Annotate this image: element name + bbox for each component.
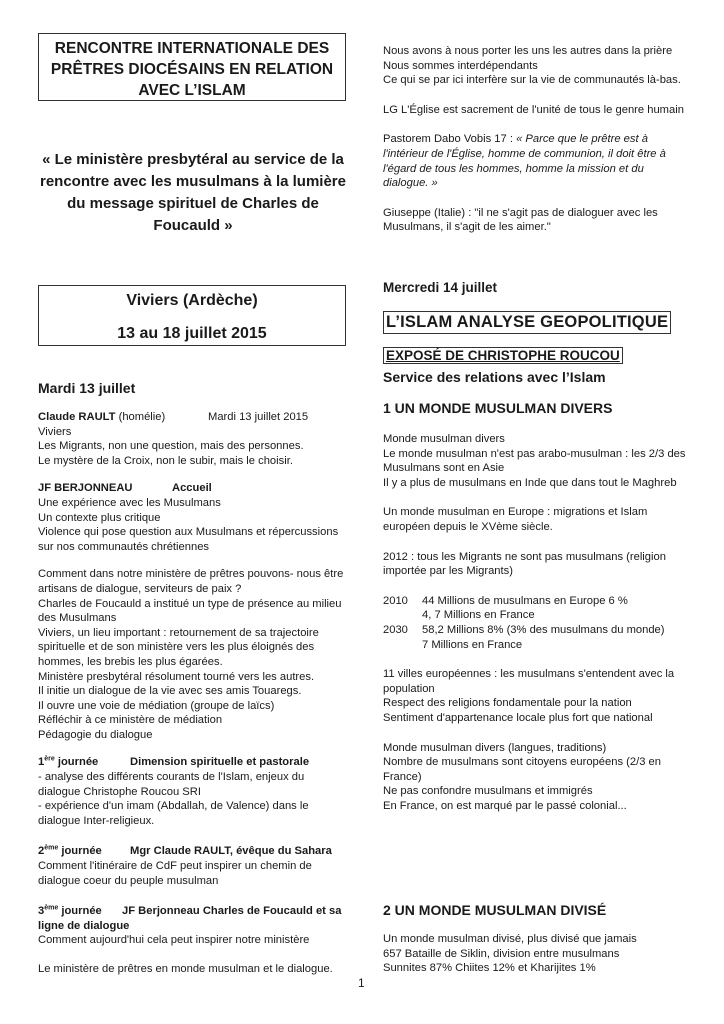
stat-line: 44 Millions de musulmans en Europe 6 %	[422, 594, 628, 607]
stat-line: 58,2 Millions 8% (3% des musulmans du monde)	[422, 623, 665, 636]
berjonneau-welcome	[38, 481, 348, 554]
rault-homily	[38, 410, 348, 468]
text-line: Il ouvre une voie de médiation (groupe de laïcs)	[38, 699, 275, 712]
document-title: RENCONTRE INTERNATIONALE DES PRÊTRES DIOCÉSAINS EN RELATION AVEC L’ISLAM	[50, 40, 334, 99]
text-line: 657 Bataille de Siklin, division entre musulmans	[383, 947, 620, 960]
text-line: Violence qui pose question aux Musulmans et répercussions sur nos communautés chrétiennes	[38, 526, 339, 553]
page-number: 1	[358, 976, 365, 990]
right-intro	[383, 44, 688, 250]
day-word: journée	[58, 845, 102, 858]
section-1-heading: 1 UN MONDE MUSULMAN DIVERS	[383, 400, 613, 416]
service-subtitle: Service des relations avec l’Islam	[383, 369, 606, 385]
text-line: Sunnites 87% Chiites 12% et Kharijites 1%	[383, 962, 596, 975]
section-2-body	[383, 932, 688, 976]
text-line: Réfléchir à ce ministère de médiation	[38, 714, 223, 727]
text-line: Ne pas confondre musulmans et immigrés	[383, 785, 593, 798]
stat-year: 2010	[383, 594, 408, 607]
text-paragraph: 2012 : tous les Migrants ne sont pas musulmans (religion importée par les Migrants)	[383, 550, 666, 578]
day-number: 2	[38, 845, 45, 858]
text-line: Le monde musulman n'est pas arabo-musulman : les 2/3 des Musulmans sont en Asie	[383, 447, 686, 475]
day-ordinal: ème	[44, 844, 59, 852]
text-paragraph: Un monde musulman en Europe : migrations et Islam européen depuis le XVème siècle.	[383, 506, 648, 533]
text-line: Charles de Foucauld a institué un type de présence au milieu des Musulmans	[38, 597, 342, 625]
statistics-table	[383, 594, 693, 652]
stat-row	[383, 623, 693, 652]
quote-text: « Parce que le prêtre est à l'intérieur de l'Église, homme de communion, il doit être à l'égard de tous les hommes, homme la mission et du dialogue. »	[383, 133, 666, 190]
text-line: Les Migrants, non une question, mais des personnes.	[38, 440, 304, 453]
day-number: 3	[38, 905, 45, 918]
dates: 13 au 18 juillet 2015	[117, 325, 267, 342]
text-line: Un contexte plus critique	[38, 511, 161, 524]
left-column	[38, 33, 348, 977]
giuseppe-quote: Giuseppe (Italie) : "il ne s'agit pas de dialoguer avec les Musulmans, il s'agit de les aimer."	[383, 206, 658, 234]
expose-title: EXPOSÉ DE CHRISTOPHE ROUCOU	[383, 347, 623, 364]
text-line: Le mystère de la Croix, non le subir, mais le choisir.	[38, 454, 293, 467]
document-title-box	[38, 33, 346, 101]
day-2-program	[38, 844, 348, 888]
day-1-program	[38, 755, 348, 828]
pastorem-quote	[383, 132, 688, 190]
text-line: Ministère presbytéral résolument tourné vers les autres.	[38, 670, 315, 683]
speaker-name: JF BERJONNEAU	[38, 482, 133, 495]
text-line: Monde musulman divers	[383, 433, 505, 445]
text-line: Il y a plus de musulmans en Inde que dans tout le Maghreb	[383, 476, 677, 489]
text-line: Pédagogie du dialogue	[38, 728, 153, 741]
text-line: - expérience d'un imam (Abdallah, de Valence) dans le dialogue Inter-religieux.	[38, 800, 309, 827]
day-3-program	[38, 904, 348, 948]
text-line: Viviers, un lieu important : retournement de sa trajectoire spirituelle et de son ministère vers les plus éloignés des hommes, les brebis les plus égarées.	[38, 626, 319, 668]
place: Viviers (Ardèche)	[126, 292, 258, 309]
text-line: Une expérience avec les Musulmans	[38, 496, 221, 509]
text-line: Ce qui se par ici interfère sur la vie de communautés là-bas.	[383, 74, 681, 87]
speaker-role: Accueil	[172, 482, 212, 495]
stat-row	[383, 594, 693, 623]
text-line: 11 villes européennes : les musulmans s'entendent avec la population	[383, 668, 675, 695]
section-1-body	[383, 432, 693, 828]
day-ordinal: ère	[44, 755, 55, 763]
text-line: Nous avons à nous porter les uns les autres dans la prière	[383, 45, 673, 57]
stat-line: 7 Millions en France	[422, 638, 523, 651]
place-dates-box	[38, 285, 346, 346]
day-ordinal: ème	[44, 904, 59, 912]
homily-date: Mardi 13 juillet 2015	[208, 411, 309, 423]
text-line: Monde musulman divers (langues, traditions)	[383, 741, 607, 754]
text-line: Nous sommes interdépendants	[383, 59, 538, 72]
text-line: Viviers	[38, 425, 72, 438]
theme-box: L’ISLAM ANALYSE GEOPOLITIQUE	[383, 311, 671, 334]
text-line: En France, on est marqué par le passé colonial...	[383, 799, 627, 812]
text-line: Comment l'itinéraire de CdF peut inspirer un chemin de dialogue coeur du peuple musulman	[38, 860, 312, 887]
day-theme: Mgr Claude RAULT, évêque du Sahara	[130, 845, 332, 858]
closing-line: Le ministère de prêtres en monde musulman et le dialogue.	[38, 963, 333, 975]
document-subtitle: « Le ministère presbytéral au service de la rencontre avec les musulmans à la lumière du message spirituel de Charles de Foucauld »	[40, 151, 346, 234]
reflection-paragraph	[38, 567, 348, 742]
lg-quote: LG L'Église est sacrement de l'unité de tous le genre humain	[383, 103, 684, 116]
day-word: journée	[58, 905, 102, 918]
stat-year: 2030	[383, 623, 408, 636]
section-2-heading: 2 UN MONDE MUSULMAN DIVISÉ	[383, 902, 607, 918]
day-theme: Dimension spirituelle et pastorale	[130, 756, 310, 769]
quote-source: Pastorem Dabo Vobis 17 :	[383, 133, 517, 146]
text-line: Nombre de musulmans sont citoyens européens (2/3 en France)	[383, 756, 661, 783]
text-line: Un monde musulman divisé, plus divisé que jamais	[383, 933, 637, 945]
stat-line: 4, 7 Millions en France	[422, 609, 535, 622]
text-line: Il initie un dialogue de la vie avec ses amis Touaregs.	[38, 685, 302, 698]
text-line: Respect des religions fondamentale pour la nation	[383, 697, 632, 710]
speaker-name: Claude RAULT	[38, 411, 116, 423]
day-theme: JF Berjonneau Charles de Foucauld et sa ligne de dialogue	[38, 905, 342, 932]
text-line: Comment dans notre ministère de prêtres pouvons- nous être artisans de dialogue, serviteurs de paix ?	[38, 568, 344, 595]
day-number: 1	[38, 756, 45, 769]
text-line: - analyse des différents courants de l'Islam, enjeux du dialogue Christophe Roucou SRI	[38, 771, 305, 798]
day-heading-mercredi: Mercredi 14 juillet	[383, 280, 498, 295]
text-line: Comment aujourd'hui cela peut inspirer notre ministère	[38, 934, 310, 947]
speaker-role: (homélie)	[115, 411, 166, 423]
day-heading-mardi: Mardi 13 juillet	[38, 380, 136, 396]
text-line: Sentiment d'appartenance locale plus fort que national	[383, 711, 653, 724]
day-word: journée	[54, 756, 99, 769]
